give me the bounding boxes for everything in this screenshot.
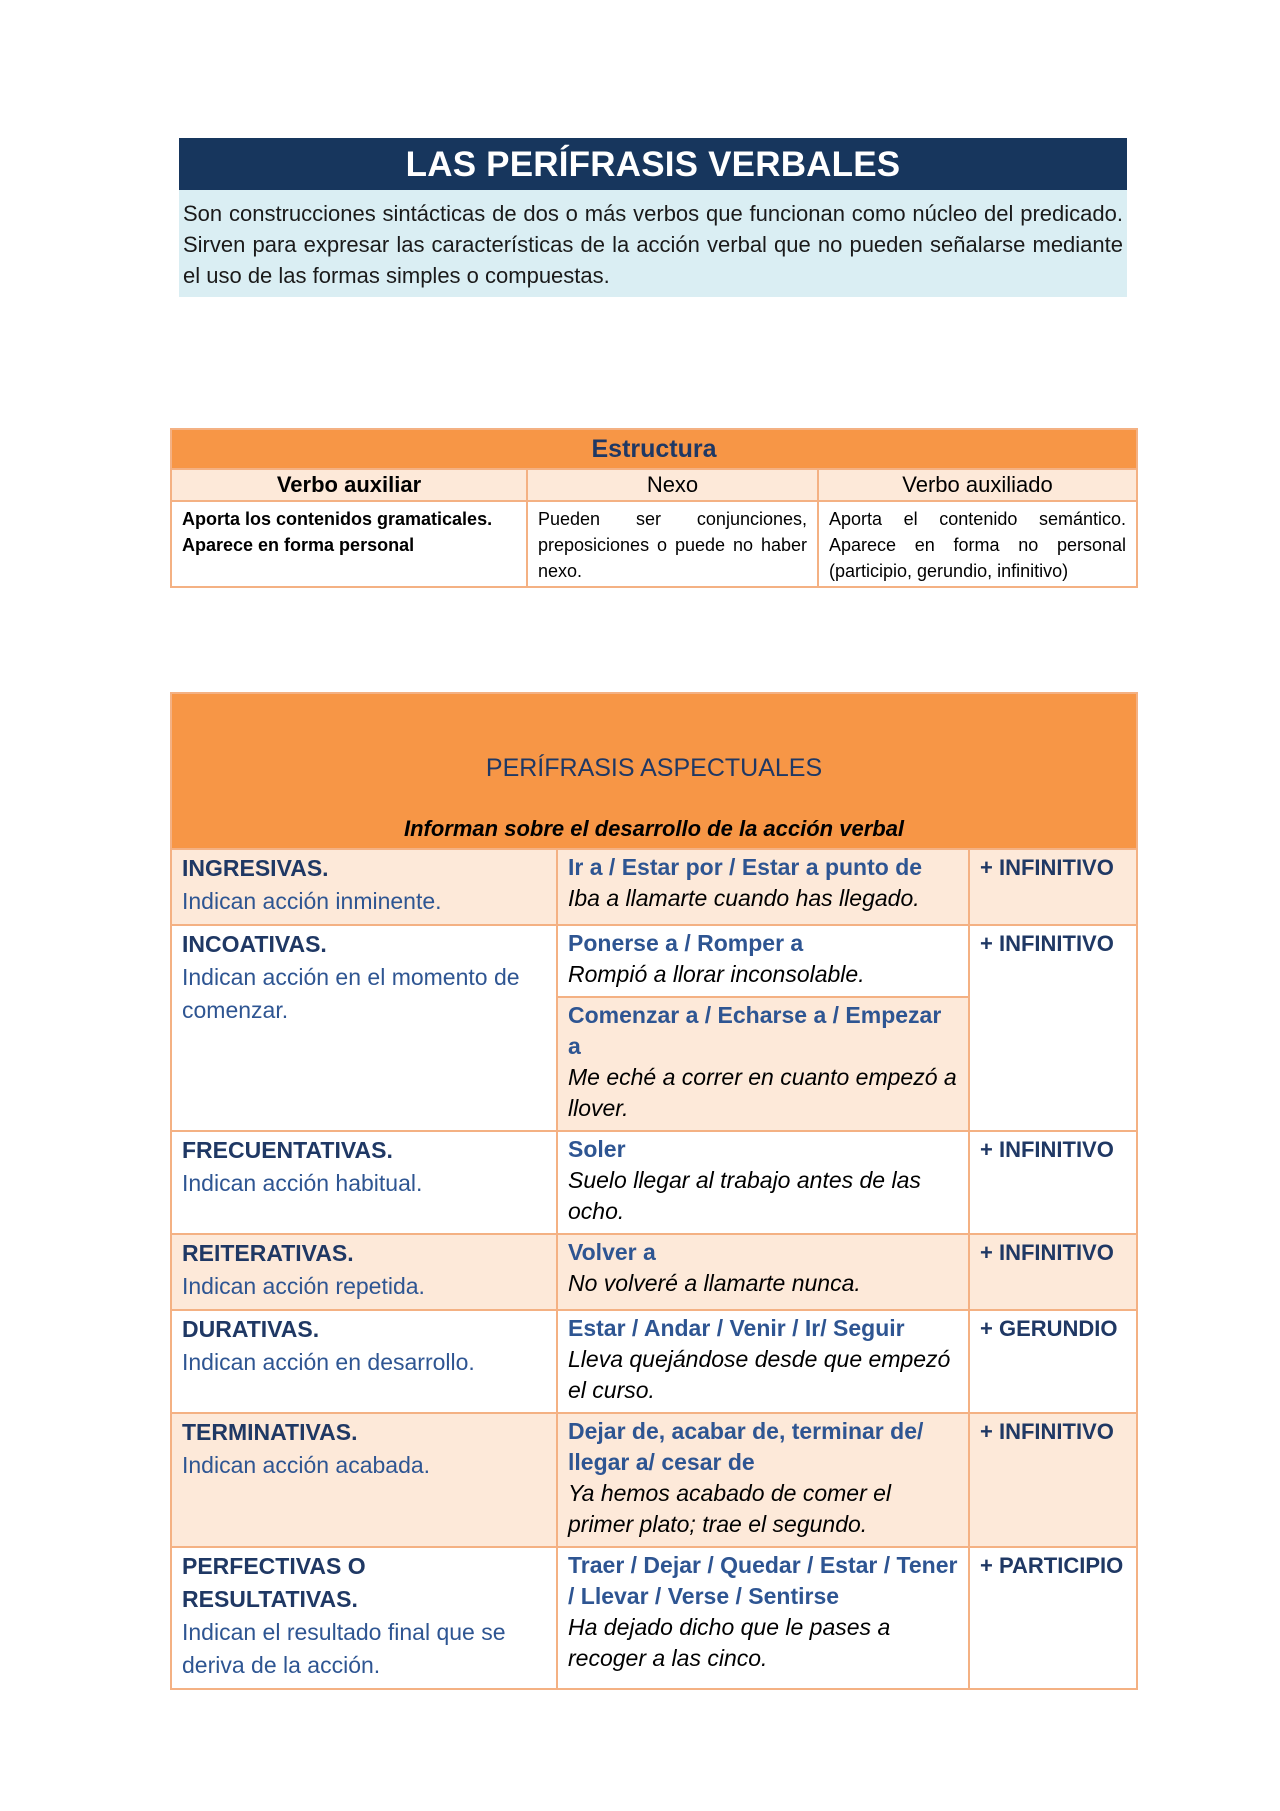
nexo-description: Pueden ser conjunciones, preposiciones o puede no haber nexo.	[527, 501, 818, 587]
category-name: REITERATIVAS.	[182, 1240, 354, 1266]
form-label: + INFINITIVO	[969, 1131, 1137, 1234]
verb-list: Volver a	[568, 1239, 656, 1265]
table-row	[171, 849, 1137, 925]
form-label: + INFINITIVO	[969, 849, 1137, 925]
category-desc: Indican acción en el momento de comenzar.	[182, 964, 520, 1023]
category-name: INGRESIVAS.	[182, 855, 329, 881]
auxiliar-line: Aporta los contenidos gramaticales.	[182, 509, 493, 529]
verb-list: Ir a / Estar por / Estar a punto de	[568, 854, 923, 880]
form-label: + INFINITIVO	[969, 925, 1137, 1131]
page-title: LAS PERÍFRASIS VERBALES	[179, 138, 1127, 190]
example-sentence: Lleva quejándose desde que empezó el curso.	[568, 1346, 951, 1403]
auxiliado-description: Aporta el contenido semántico. Aparece en forma no personal (participio, gerundio, infinitivo)	[818, 501, 1137, 587]
aspectuales-table	[170, 692, 1138, 1690]
category-name: PERFECTIVAS O RESULTATIVAS.	[182, 1553, 366, 1612]
col-verbo-auxiliado: Verbo auxiliado	[818, 469, 1137, 501]
form-label: + INFINITIVO	[969, 1413, 1137, 1547]
aspectuales-header	[171, 693, 1137, 849]
category-name: INCOATIVAS.	[182, 931, 327, 957]
verb-list: Comenzar a / Echarse a / Empezar a	[568, 1002, 942, 1059]
verb-list: Dejar de, acabar de, terminar de/ llegar a/ cesar de	[568, 1418, 924, 1475]
definition-text: Son construcciones sintácticas de dos o más verbos que funcionan como núcleo del predicado. Sirven para expresar las características de la acción verbal que no pueden señalarse mediante el uso de las formas simples o compuestas.	[179, 190, 1127, 297]
example-sentence: No volveré a llamarte nunca.	[568, 1270, 861, 1296]
category-name: FRECUENTATIVAS.	[182, 1137, 393, 1163]
form-label: + GERUNDIO	[969, 1310, 1137, 1413]
table-row	[171, 1310, 1137, 1413]
form-label: + PARTICIPIO	[969, 1547, 1137, 1689]
category-desc: Indican acción inminente.	[182, 888, 442, 914]
table-row	[171, 1131, 1137, 1234]
estructura-title: Estructura	[171, 429, 1137, 469]
category-desc: Indican acción acabada.	[182, 1452, 431, 1478]
category-name: DURATIVAS.	[182, 1316, 320, 1342]
verb-list: Ponerse a / Romper a	[568, 930, 804, 956]
auxiliar-description	[171, 501, 527, 587]
estructura-table	[170, 428, 1138, 588]
category-desc: Indican acción habitual.	[182, 1170, 423, 1196]
example-sentence: Ya hemos acabado de comer el primer plato; trae el segundo.	[568, 1480, 892, 1537]
aspectuales-subtitle: Informan sobre el desarrollo de la acción verbal	[403, 816, 905, 841]
category-desc: Indican acción en desarrollo.	[182, 1349, 475, 1375]
table-row	[171, 1234, 1137, 1310]
category-desc: Indican acción repetida.	[182, 1273, 425, 1299]
example-sentence: Rompió a llorar inconsolable.	[568, 961, 865, 987]
form-label: + INFINITIVO	[969, 1234, 1137, 1310]
table-row	[171, 925, 1137, 997]
col-nexo: Nexo	[527, 469, 818, 501]
category-name: TERMINATIVAS.	[182, 1419, 358, 1445]
table-row	[171, 1547, 1137, 1689]
verb-list: Traer / Dejar / Quedar / Estar / Tener / Llevar / Verse / Sentirse	[568, 1552, 958, 1609]
table-row	[171, 1413, 1137, 1547]
auxiliar-line: Aparece en forma personal	[182, 535, 415, 555]
example-sentence: Ha dejado dicho que le pases a recoger a las cinco.	[568, 1614, 891, 1671]
col-verbo-auxiliar: Verbo auxiliar	[171, 469, 527, 501]
category-desc: Indican el resultado final que se deriva de la acción.	[182, 1619, 506, 1678]
verb-list: Estar / Andar / Venir / Ir/ Seguir	[568, 1315, 905, 1341]
verb-list: Soler	[568, 1136, 626, 1162]
aspectuales-title: PERÍFRASIS ASPECTUALES	[485, 754, 823, 782]
example-sentence: Me eché a correr en cuanto empezó a llover.	[568, 1064, 957, 1121]
example-sentence: Suelo llegar al trabajo antes de las ocho.	[568, 1167, 921, 1224]
example-sentence: Iba a llamarte cuando has llegado.	[568, 885, 920, 911]
intro-section	[179, 138, 1127, 297]
